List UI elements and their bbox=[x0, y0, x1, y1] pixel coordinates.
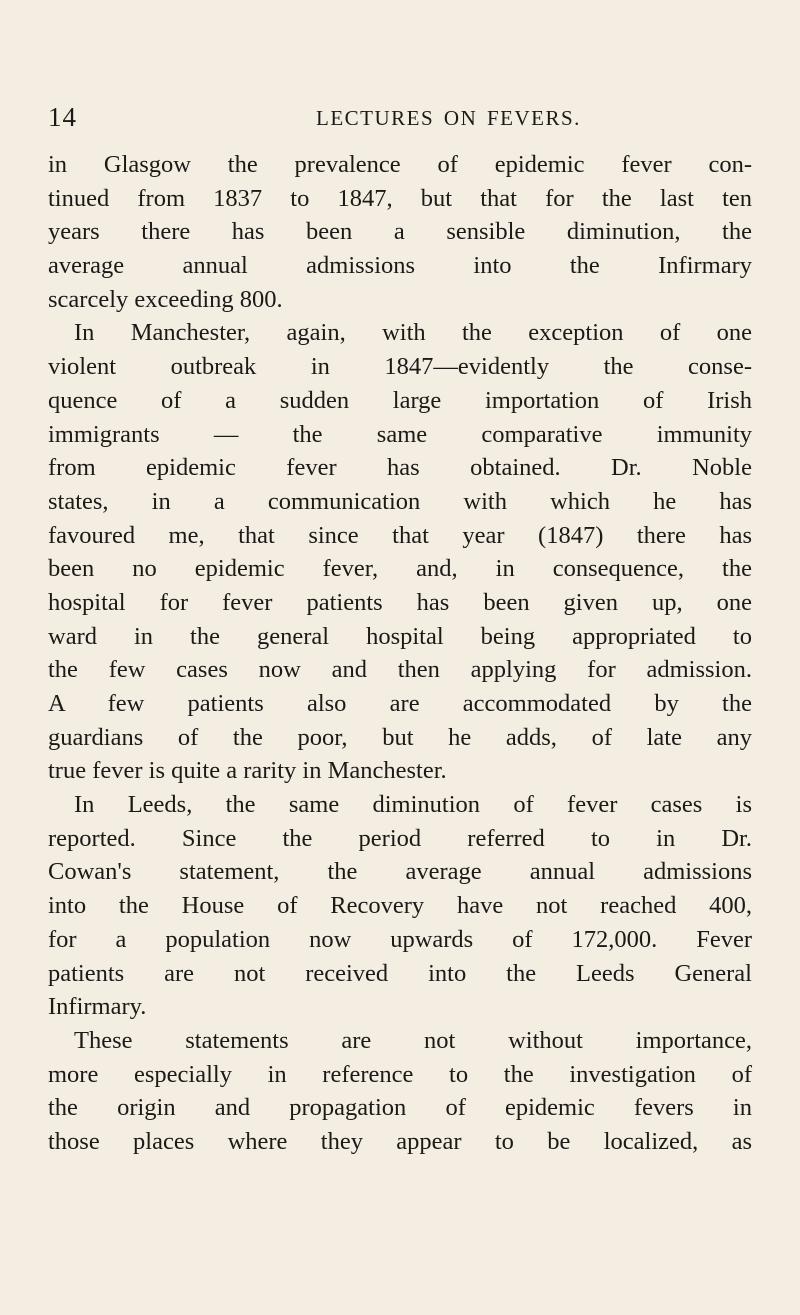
text-line: tinued from 1837 to 1847, but that for the last ten bbox=[48, 184, 752, 212]
running-head-title: LECTURES ON FEVERS. bbox=[316, 106, 581, 130]
text-line: Cowan's statement, the average annual admissions bbox=[48, 858, 752, 886]
text-line: violent outbreak in 1847—evidently the conse- bbox=[48, 353, 752, 381]
text-line: hospital for fever patients has been given up, one bbox=[48, 588, 752, 616]
text-line: more especially in reference to the investigation of bbox=[48, 1060, 752, 1088]
text-line: into the House of Recovery have not reached 400, bbox=[48, 892, 752, 920]
text-line: in Glasgow the prevalence of epidemic fever con- bbox=[48, 151, 752, 178]
text-line: patients are not received into the Leeds General bbox=[48, 959, 752, 987]
text-line: for a population now upwards of 172,000. Fever bbox=[48, 925, 752, 953]
text-line: from epidemic fever has obtained. Dr. Noble bbox=[48, 454, 752, 482]
text-line: average annual admissions into the Infirmary bbox=[48, 252, 752, 280]
page-number: 14 bbox=[48, 102, 77, 132]
text-line: quence of a sudden large importation of Irish bbox=[48, 386, 752, 414]
text-line: Infirmary. bbox=[48, 993, 147, 1021]
text-line: immigrants — the same comparative immunity bbox=[48, 420, 752, 448]
text-line: A few patients also are accommodated by the bbox=[48, 690, 752, 717]
text-line: been no epidemic fever, and, in consequence, the bbox=[48, 555, 752, 583]
text-line: those places where they appear to be localized, as bbox=[48, 1127, 752, 1155]
text-line: favoured me, that since that year (1847) there has bbox=[48, 521, 752, 549]
running-head bbox=[48, 102, 748, 142]
text-line: reported. Since the period referred to in Dr. bbox=[48, 824, 752, 852]
text-line: In Manchester, again, with the exception of one bbox=[74, 319, 752, 347]
text-line: years there has been a sensible diminution, the bbox=[48, 218, 752, 246]
text-line: the origin and propagation of epidemic fevers in bbox=[48, 1094, 752, 1122]
text-line: true fever is quite a rarity in Manchester. bbox=[48, 757, 447, 785]
text-line: guardians of the poor, but he adds, of late any bbox=[48, 723, 752, 751]
text-line: the few cases now and then applying for admission. bbox=[48, 656, 752, 684]
body-text bbox=[48, 148, 752, 1159]
text-line: ward in the general hospital being appropriated to bbox=[48, 622, 752, 650]
text-line: In Leeds, the same diminution of fever cases is bbox=[74, 791, 752, 819]
text-line: states, in a communication with which he has bbox=[48, 487, 752, 515]
text-line: These statements are not without importance, bbox=[74, 1026, 752, 1054]
text-line: scarcely exceeding 800. bbox=[48, 285, 283, 313]
